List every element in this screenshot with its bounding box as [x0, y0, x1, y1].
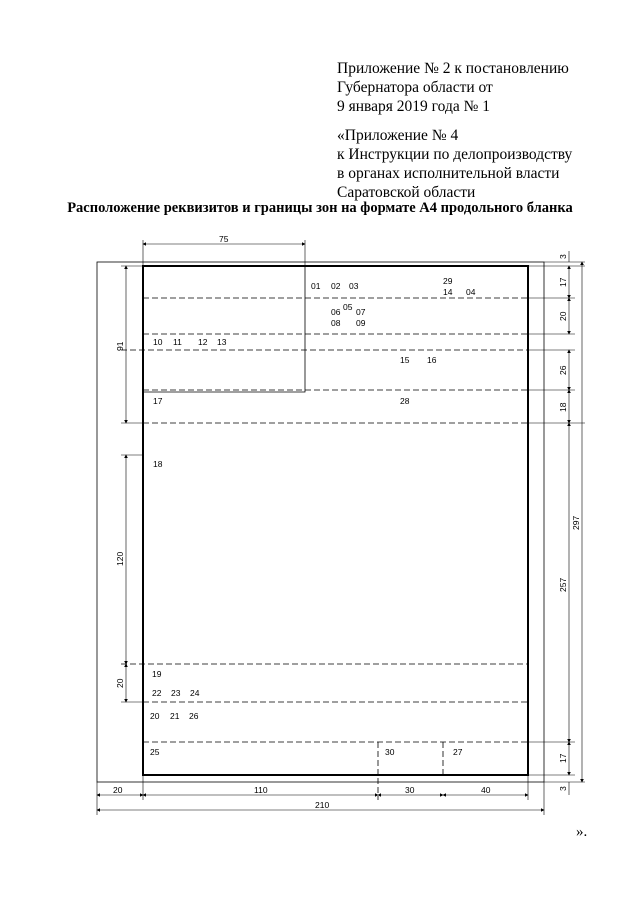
dim-right-3-bottom: 3 — [558, 786, 568, 791]
header-line-2: Губернатора области от — [337, 79, 493, 96]
zone-22: 22 — [152, 688, 162, 698]
header-zone-box — [143, 266, 305, 392]
header-line-3: 9 января 2019 года № 1 — [337, 98, 491, 115]
zone-03: 03 — [349, 281, 359, 291]
zone-13: 13 — [217, 337, 227, 347]
zone-05: 05 — [343, 302, 353, 312]
zone-17: 17 — [153, 396, 163, 406]
dim-right-17-bottom: 17 — [558, 753, 568, 763]
zone-27: 27 — [453, 747, 463, 757]
dim-bottom-40: 40 — [481, 785, 491, 795]
zone-28: 28 — [400, 396, 410, 406]
zone-09: 09 — [356, 318, 366, 328]
dim-right-297: 297 — [571, 515, 581, 530]
zone-12: 12 — [198, 337, 208, 347]
zone-08: 08 — [331, 318, 341, 328]
zone-24: 24 — [190, 688, 200, 698]
dim-right-3-top: 3 — [558, 254, 568, 259]
dim-right-17-top: 17 — [558, 277, 568, 287]
header-line-7: Саратовской области — [337, 184, 476, 201]
zone-21: 21 — [170, 711, 180, 721]
zone-04: 04 — [466, 287, 476, 297]
dim-bottom-20: 20 — [113, 785, 123, 795]
zone-15: 15 — [400, 355, 410, 365]
dim-right-18: 18 — [558, 402, 568, 412]
zone-20: 20 — [150, 711, 160, 721]
zone-29: 29 — [443, 276, 453, 286]
dim-bottom-110: 110 — [254, 785, 268, 795]
zone-26: 26 — [189, 711, 199, 721]
header-line-1: Приложение № 2 к постановлению — [337, 60, 569, 77]
page-title: Расположение реквизитов и границы зон на формате А4 продольного бланка — [67, 200, 573, 216]
zone-boundaries — [121, 298, 528, 800]
zone-02: 02 — [331, 281, 341, 291]
dim-top-75: 75 — [219, 234, 229, 244]
zone-11: 11 — [173, 337, 182, 347]
dim-left-120: 120 — [115, 551, 125, 566]
dim-bottom-30: 30 — [405, 785, 415, 795]
zone-01: 01 — [311, 281, 321, 291]
closing-quote: ». — [576, 824, 588, 840]
header-line-6: в органах исполнительной власти — [337, 165, 560, 182]
zone-19: 19 — [152, 669, 162, 679]
zone-numbers — [150, 276, 476, 757]
zone-18: 18 — [153, 459, 163, 469]
zone-14: 14 — [443, 287, 453, 297]
zone-10: 10 — [153, 337, 163, 347]
zone-07: 07 — [356, 307, 366, 317]
dim-right-257: 257 — [558, 577, 568, 592]
zone-23: 23 — [171, 688, 181, 698]
zone-06: 06 — [331, 307, 341, 317]
dim-left-91: 91 — [115, 341, 125, 351]
dim-left-20: 20 — [115, 678, 125, 688]
dim-bottom-210: 210 — [315, 800, 330, 810]
zone-30: 30 — [385, 747, 395, 757]
header-line-5: к Инструкции по делопроизводству — [337, 146, 573, 163]
dim-right-20: 20 — [558, 311, 568, 321]
zone-16: 16 — [427, 355, 437, 365]
header-line-4: «Приложение № 4 — [337, 127, 459, 144]
zone-25: 25 — [150, 747, 160, 757]
dim-right-26: 26 — [558, 365, 568, 375]
sheet-outline — [97, 262, 544, 782]
